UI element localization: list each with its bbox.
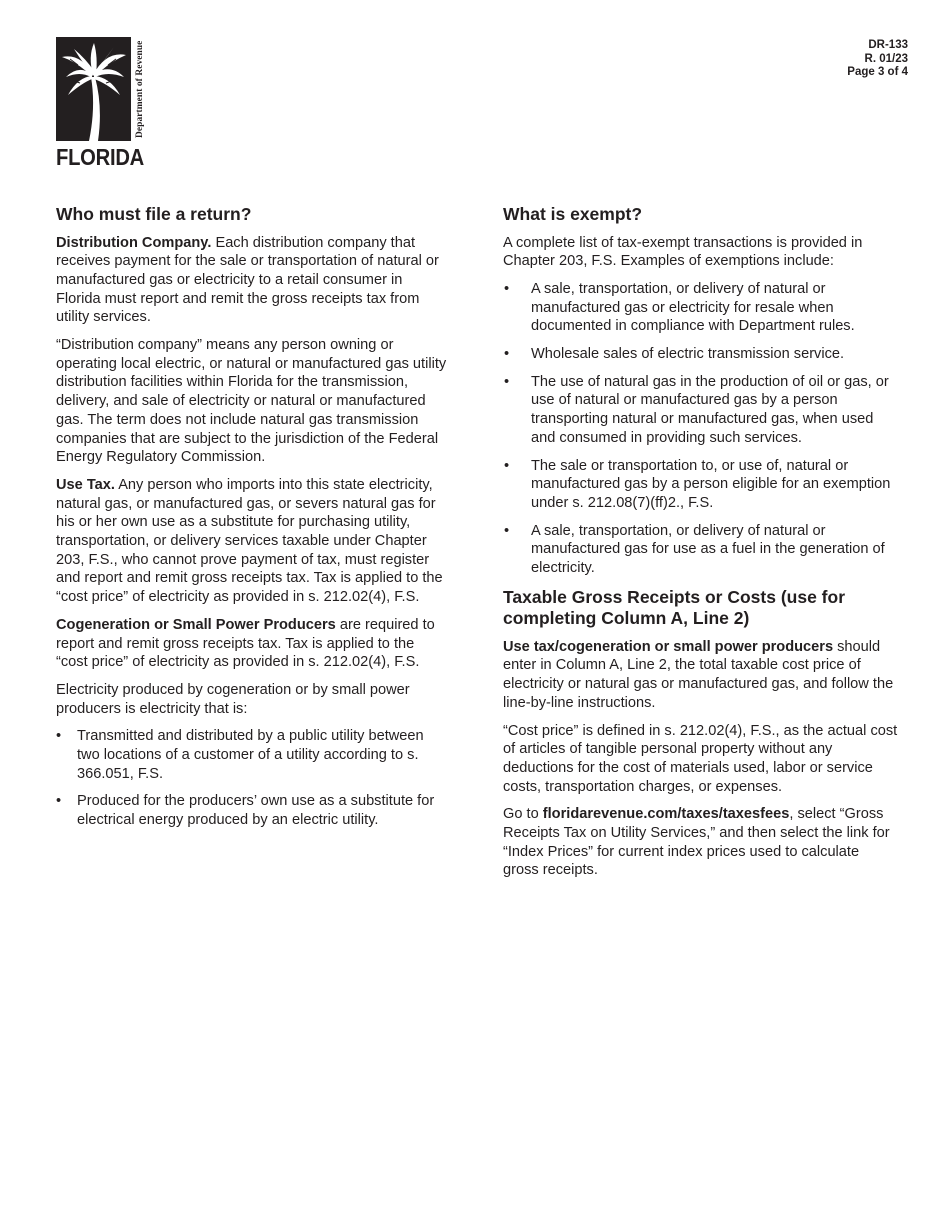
right-column — [503, 204, 898, 889]
form-revision: R. 01/23 — [864, 52, 908, 65]
use-tax-lead: Use Tax. — [56, 476, 115, 493]
page-number: Page 3 of 4 — [847, 66, 908, 78]
use-tax-text: Any person who imports into this state electricity, natural gas, or manufactured gas, or severs natural gas for his or her own use as a substitute for purchasing utility, transportation, or delivery services taxable under Chapter 203, F.S., who cannot prove payment of tax, must register and report and remit gross receipts tax. Tax is applied to the “cost price” of electricity as provided in s. 212.02(4), F.S. — [56, 476, 443, 606]
florida-dor-logo — [56, 37, 146, 169]
use-tax-cogeneration-text: should enter in Column A, Line 2, the total taxable cost price of electricity or natural gas or manufactured gas, and follow the line-by-line instructions. — [503, 638, 894, 711]
distribution-company-text: Each distribution company that receives payment for the sale or transportation of natural or manufactured gas or electricity to a retail consumer in Florida must report and remit the gross receipts tax from utility services. — [56, 234, 439, 326]
cogeneration-text: are required to report and remit gross receipts tax. Tax is applied to the “cost price” of electricity as provided in s. 212.02(4), F.S. — [56, 616, 435, 671]
list-item: • The sale or transportation to, or use of, natural or manufactured gas by a person eligible for an exemption under s. 212.08(7)(ff)2., F.S. — [503, 457, 898, 513]
list-item: • A sale, transportation, or delivery of natural or manufactured gas for use as a fuel in the generation of electricity. — [503, 522, 898, 578]
what-is-exempt-heading: What is exempt? — [503, 204, 643, 224]
cogeneration-lead: Cogeneration or Small Power Producers — [56, 616, 336, 633]
form-number: DR-133 — [868, 39, 908, 51]
palm-tree-icon — [56, 37, 131, 141]
use-tax-cogeneration-lead: Use tax/cogeneration or small power producers — [503, 638, 834, 655]
cogeneration-intro: Electricity produced by cogeneration or by small power producers is electricity that is: — [56, 681, 410, 717]
exemptions-list — [503, 280, 898, 578]
go-to-suffix: , select “Gross Receipts Tax on Utility Services,” and then select the link for “Index Prices” for current index prices used to calculate gross receipts. — [503, 806, 890, 879]
list-item: • Wholesale sales of electric transmission service. — [503, 345, 898, 364]
list-item: • Produced for the producers’ own use as a substitute for electrical energy produced by an electric utility. — [56, 792, 448, 829]
form-identifier — [847, 39, 908, 80]
department-label: Department of Revenue — [135, 40, 145, 138]
list-item: • Transmitted and distributed by a public utility between two locations of a customer of a utility according to s. 366.051, F.S. — [56, 727, 448, 783]
distribution-company-paragraph — [56, 234, 448, 328]
use-tax-paragraph — [56, 476, 448, 607]
cogeneration-paragraph — [56, 616, 448, 672]
use-tax-cogeneration-paragraph — [503, 638, 898, 713]
go-to-prefix: Go to — [503, 806, 543, 823]
distribution-company-definition: “Distribution company” means any person owning or operating local electric, or natural or manufactured gas utility distribution facilities within Florida for the transmission, delivery, and sale of electricity or natural or manufactured gas. The term does not include natural gas transmission companies that are subject to the jurisdiction of the Federal Energy Regulatory Commission. — [56, 337, 447, 466]
list-item: • A sale, transportation, or delivery of natural or manufactured gas or electricity for resale when documented in compliance with Department rules. — [503, 280, 898, 336]
florida-revenue-link[interactable]: floridarevenue.com/taxes/taxesfees — [542, 806, 790, 823]
exempt-intro: A complete list of tax-exempt transactions is provided in Chapter 203, F.S. Examples of exemptions include: — [503, 234, 863, 270]
cogeneration-list — [56, 727, 448, 830]
state-wordmark: FLORIDA — [56, 144, 145, 170]
go-to-paragraph — [503, 805, 898, 880]
taxable-gross-receipts-heading: Taxable Gross Receipts or Costs (use for completing Column A, Line 2) — [503, 586, 846, 629]
cost-price-paragraph: “Cost price” is defined in s. 212.02(4), F.S., as the actual cost of articles of tangible personal property without any deductions for the cost of materials used, labor or service costs, transportation charges, or expenses. — [503, 722, 898, 795]
list-item: • The use of natural gas in the production of oil or gas, or use of natural or manufactured gas by a person transporting natural or manufactured gas, when used and consumed in providing such services. — [503, 373, 898, 448]
who-must-file-heading: Who must file a return? — [56, 204, 252, 224]
left-column — [56, 204, 448, 839]
distribution-company-lead: Distribution Company. — [56, 234, 212, 251]
